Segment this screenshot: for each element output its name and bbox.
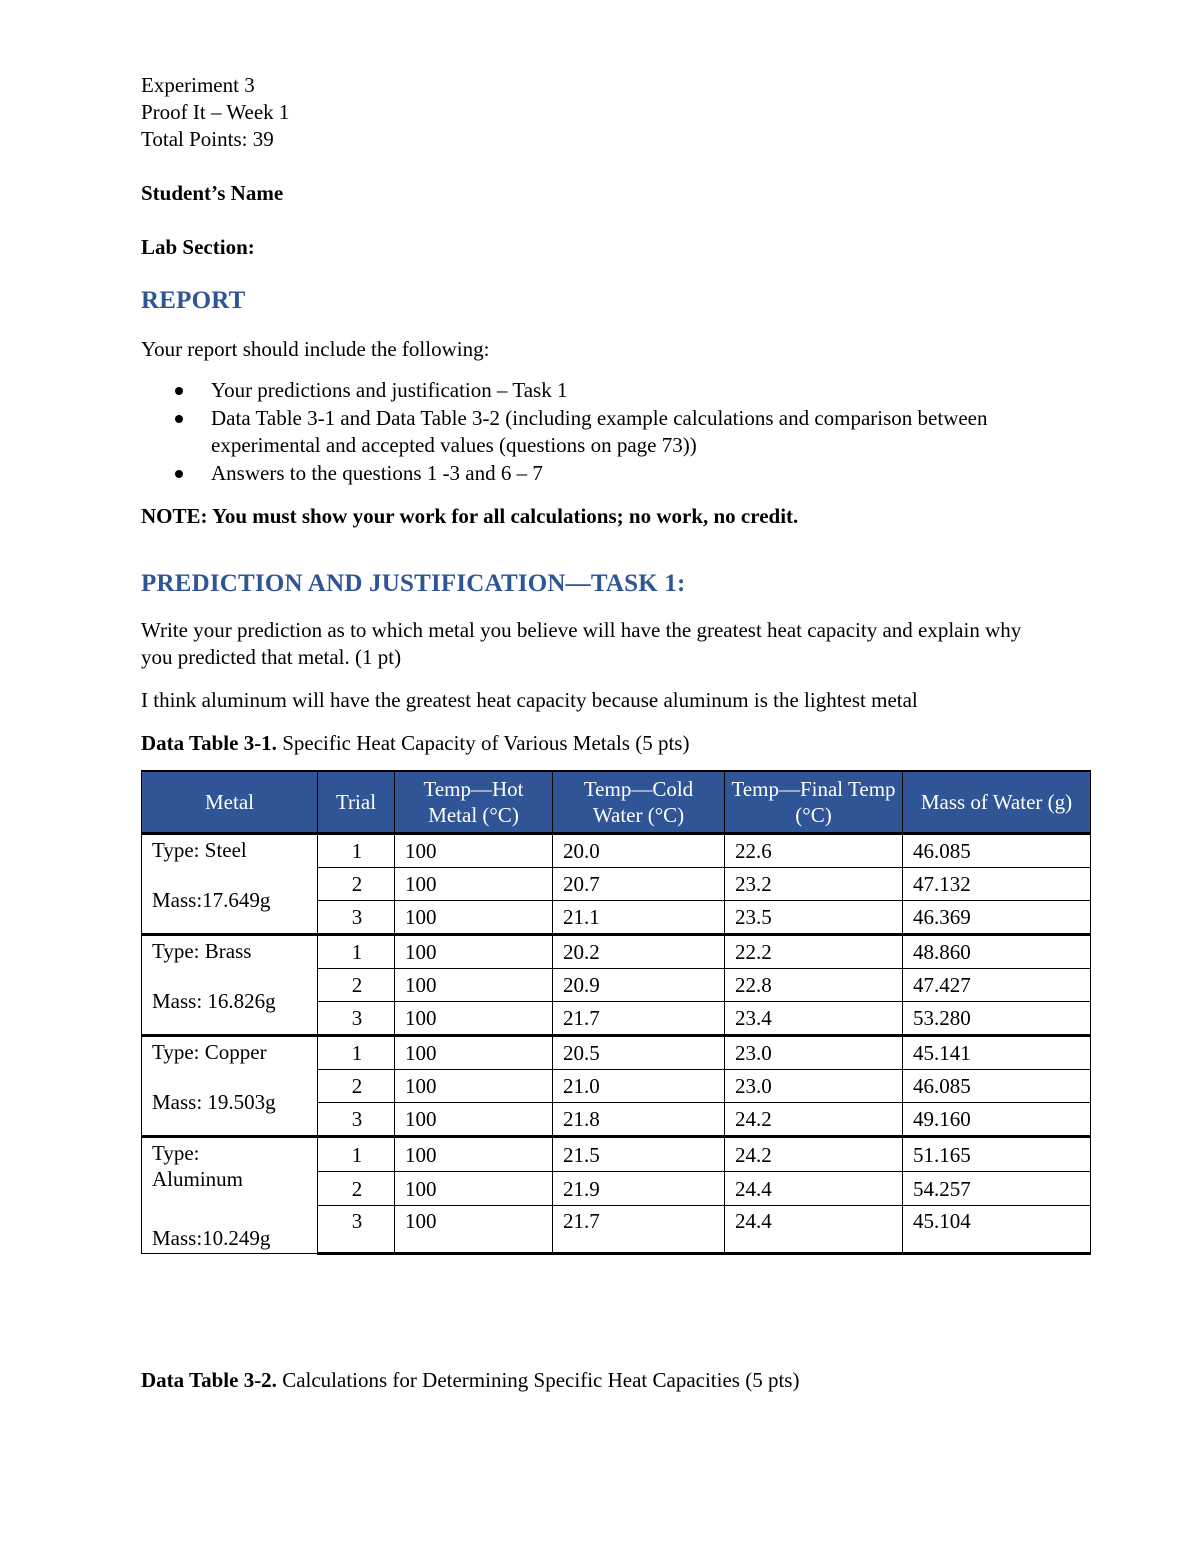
final-cell: 23.5 [725,901,903,935]
hot-cell: 100 [395,834,553,868]
bullet-icon [175,387,183,395]
metal-cell: Type: Aluminum Mass:10.249g [142,1137,318,1254]
table-row [142,935,1091,969]
lab-section-label: Lab Section: [141,235,255,259]
final-cell: 24.4 [725,1172,903,1206]
mass-cell: 54.257 [903,1172,1091,1206]
trial-cell: 2 [318,1172,395,1206]
trial-cell: 2 [318,969,395,1002]
cold-cell: 21.5 [553,1137,725,1172]
metal-group-brass [142,935,1091,1036]
trial-cell: 3 [318,901,395,935]
trial-cell: 3 [318,1103,395,1137]
prediction-heading: PREDICTION AND JUSTIFICATION—TASK 1: [141,570,686,597]
metal-group-aluminum [142,1137,1091,1254]
table-row [142,1137,1091,1172]
header-trial: Trial [318,771,395,834]
trial-cell: 1 [318,834,395,868]
header-temp-hot-metal: Temp—Hot Metal (°C) [395,771,553,834]
final-cell: 24.2 [725,1103,903,1137]
hot-cell: 100 [395,1137,553,1172]
final-cell: 23.2 [725,868,903,901]
header-metal: Metal [142,771,318,834]
metal-cell: Type: Brass Mass: 16.826g [142,935,318,1036]
bullet-icon [175,415,183,423]
header-mass-of-water: Mass of Water (g) [903,771,1091,834]
cold-cell: 21.7 [553,1206,725,1254]
cold-cell: 20.0 [553,834,725,868]
table-header-row [142,771,1091,834]
final-cell: 22.8 [725,969,903,1002]
mass-cell: 46.085 [903,834,1091,868]
mass-cell: 46.085 [903,1070,1091,1103]
total-points: Total Points: 39 [141,127,274,151]
table1-caption: Data Table 3-1. Specific Heat Capacity of Various Metals (5 pts) [141,731,690,755]
cold-cell: 21.8 [553,1103,725,1137]
trial-cell: 3 [318,1206,395,1254]
report-intro: Your report should include the following: [141,337,490,361]
final-cell: 22.2 [725,935,903,969]
mass-cell: 45.141 [903,1036,1091,1070]
bullet-icon [175,470,183,478]
table2-caption: Data Table 3-2. Calculations for Determining Specific Heat Capacities (5 pts) [141,1368,800,1392]
trial-cell: 1 [318,1036,395,1070]
metal-group-steel [142,834,1091,935]
hot-cell: 100 [395,1036,553,1070]
week-label: Proof It – Week 1 [141,100,290,124]
hot-cell: 100 [395,1103,553,1137]
cold-cell: 21.9 [553,1172,725,1206]
report-heading: REPORT [141,287,246,314]
note-text: NOTE: You must show your work for all calculations; no work, no credit. [141,504,799,528]
cold-cell: 21.7 [553,1002,725,1036]
list-item: Answers to the questions 1 -3 and 6 – 7 [141,460,1041,488]
table-row [142,834,1091,868]
final-cell: 22.6 [725,834,903,868]
metal-cell: Type: Copper Mass: 19.503g [142,1036,318,1137]
hot-cell: 100 [395,969,553,1002]
data-table-3-1 [141,770,1091,1255]
student-name-label: Student’s Name [141,181,284,205]
mass-cell: 47.427 [903,969,1091,1002]
hot-cell: 100 [395,901,553,935]
cold-cell: 21.0 [553,1070,725,1103]
cold-cell: 20.7 [553,868,725,901]
hot-cell: 100 [395,1070,553,1103]
hot-cell: 100 [395,1002,553,1036]
mass-cell: 47.132 [903,868,1091,901]
hot-cell: 100 [395,1172,553,1206]
trial-cell: 2 [318,1070,395,1103]
cold-cell: 20.2 [553,935,725,969]
report-bullet-list [141,377,1041,487]
list-item: Data Table 3-1 and Data Table 3-2 (including example calculations and comparison between experimental and accepted values (questions on page 73)) [141,405,1041,460]
final-cell: 23.0 [725,1036,903,1070]
trial-cell: 2 [318,868,395,901]
final-cell: 23.0 [725,1070,903,1103]
trial-cell: 3 [318,1002,395,1036]
mass-cell: 46.369 [903,901,1091,935]
cold-cell: 20.5 [553,1036,725,1070]
experiment-label: Experiment 3 [141,73,255,97]
cold-cell: 20.9 [553,969,725,1002]
metal-group-copper [142,1036,1091,1137]
list-item: Your predictions and justification – Task 1 [141,377,1041,405]
mass-cell: 45.104 [903,1206,1091,1254]
table-row [142,1036,1091,1070]
final-cell: 24.4 [725,1206,903,1254]
hot-cell: 100 [395,935,553,969]
mass-cell: 49.160 [903,1103,1091,1137]
mass-cell: 48.860 [903,935,1091,969]
header-temp-final: Temp—Final Temp (°C) [725,771,903,834]
hot-cell: 100 [395,868,553,901]
final-cell: 24.2 [725,1137,903,1172]
trial-cell: 1 [318,1137,395,1172]
prediction-prompt: Write your prediction as to which metal you believe will have the greatest heat capacity and explain why you predicted that metal. (1 pt) [141,618,1022,669]
metal-cell: Type: Steel Mass:17.649g [142,834,318,935]
header-temp-cold-water: Temp—Cold Water (°C) [553,771,725,834]
trial-cell: 1 [318,935,395,969]
hot-cell: 100 [395,1206,553,1254]
prediction-answer: I think aluminum will have the greatest heat capacity because aluminum is the lightest metal [141,688,918,712]
mass-cell: 51.165 [903,1137,1091,1172]
cold-cell: 21.1 [553,901,725,935]
mass-cell: 53.280 [903,1002,1091,1036]
final-cell: 23.4 [725,1002,903,1036]
